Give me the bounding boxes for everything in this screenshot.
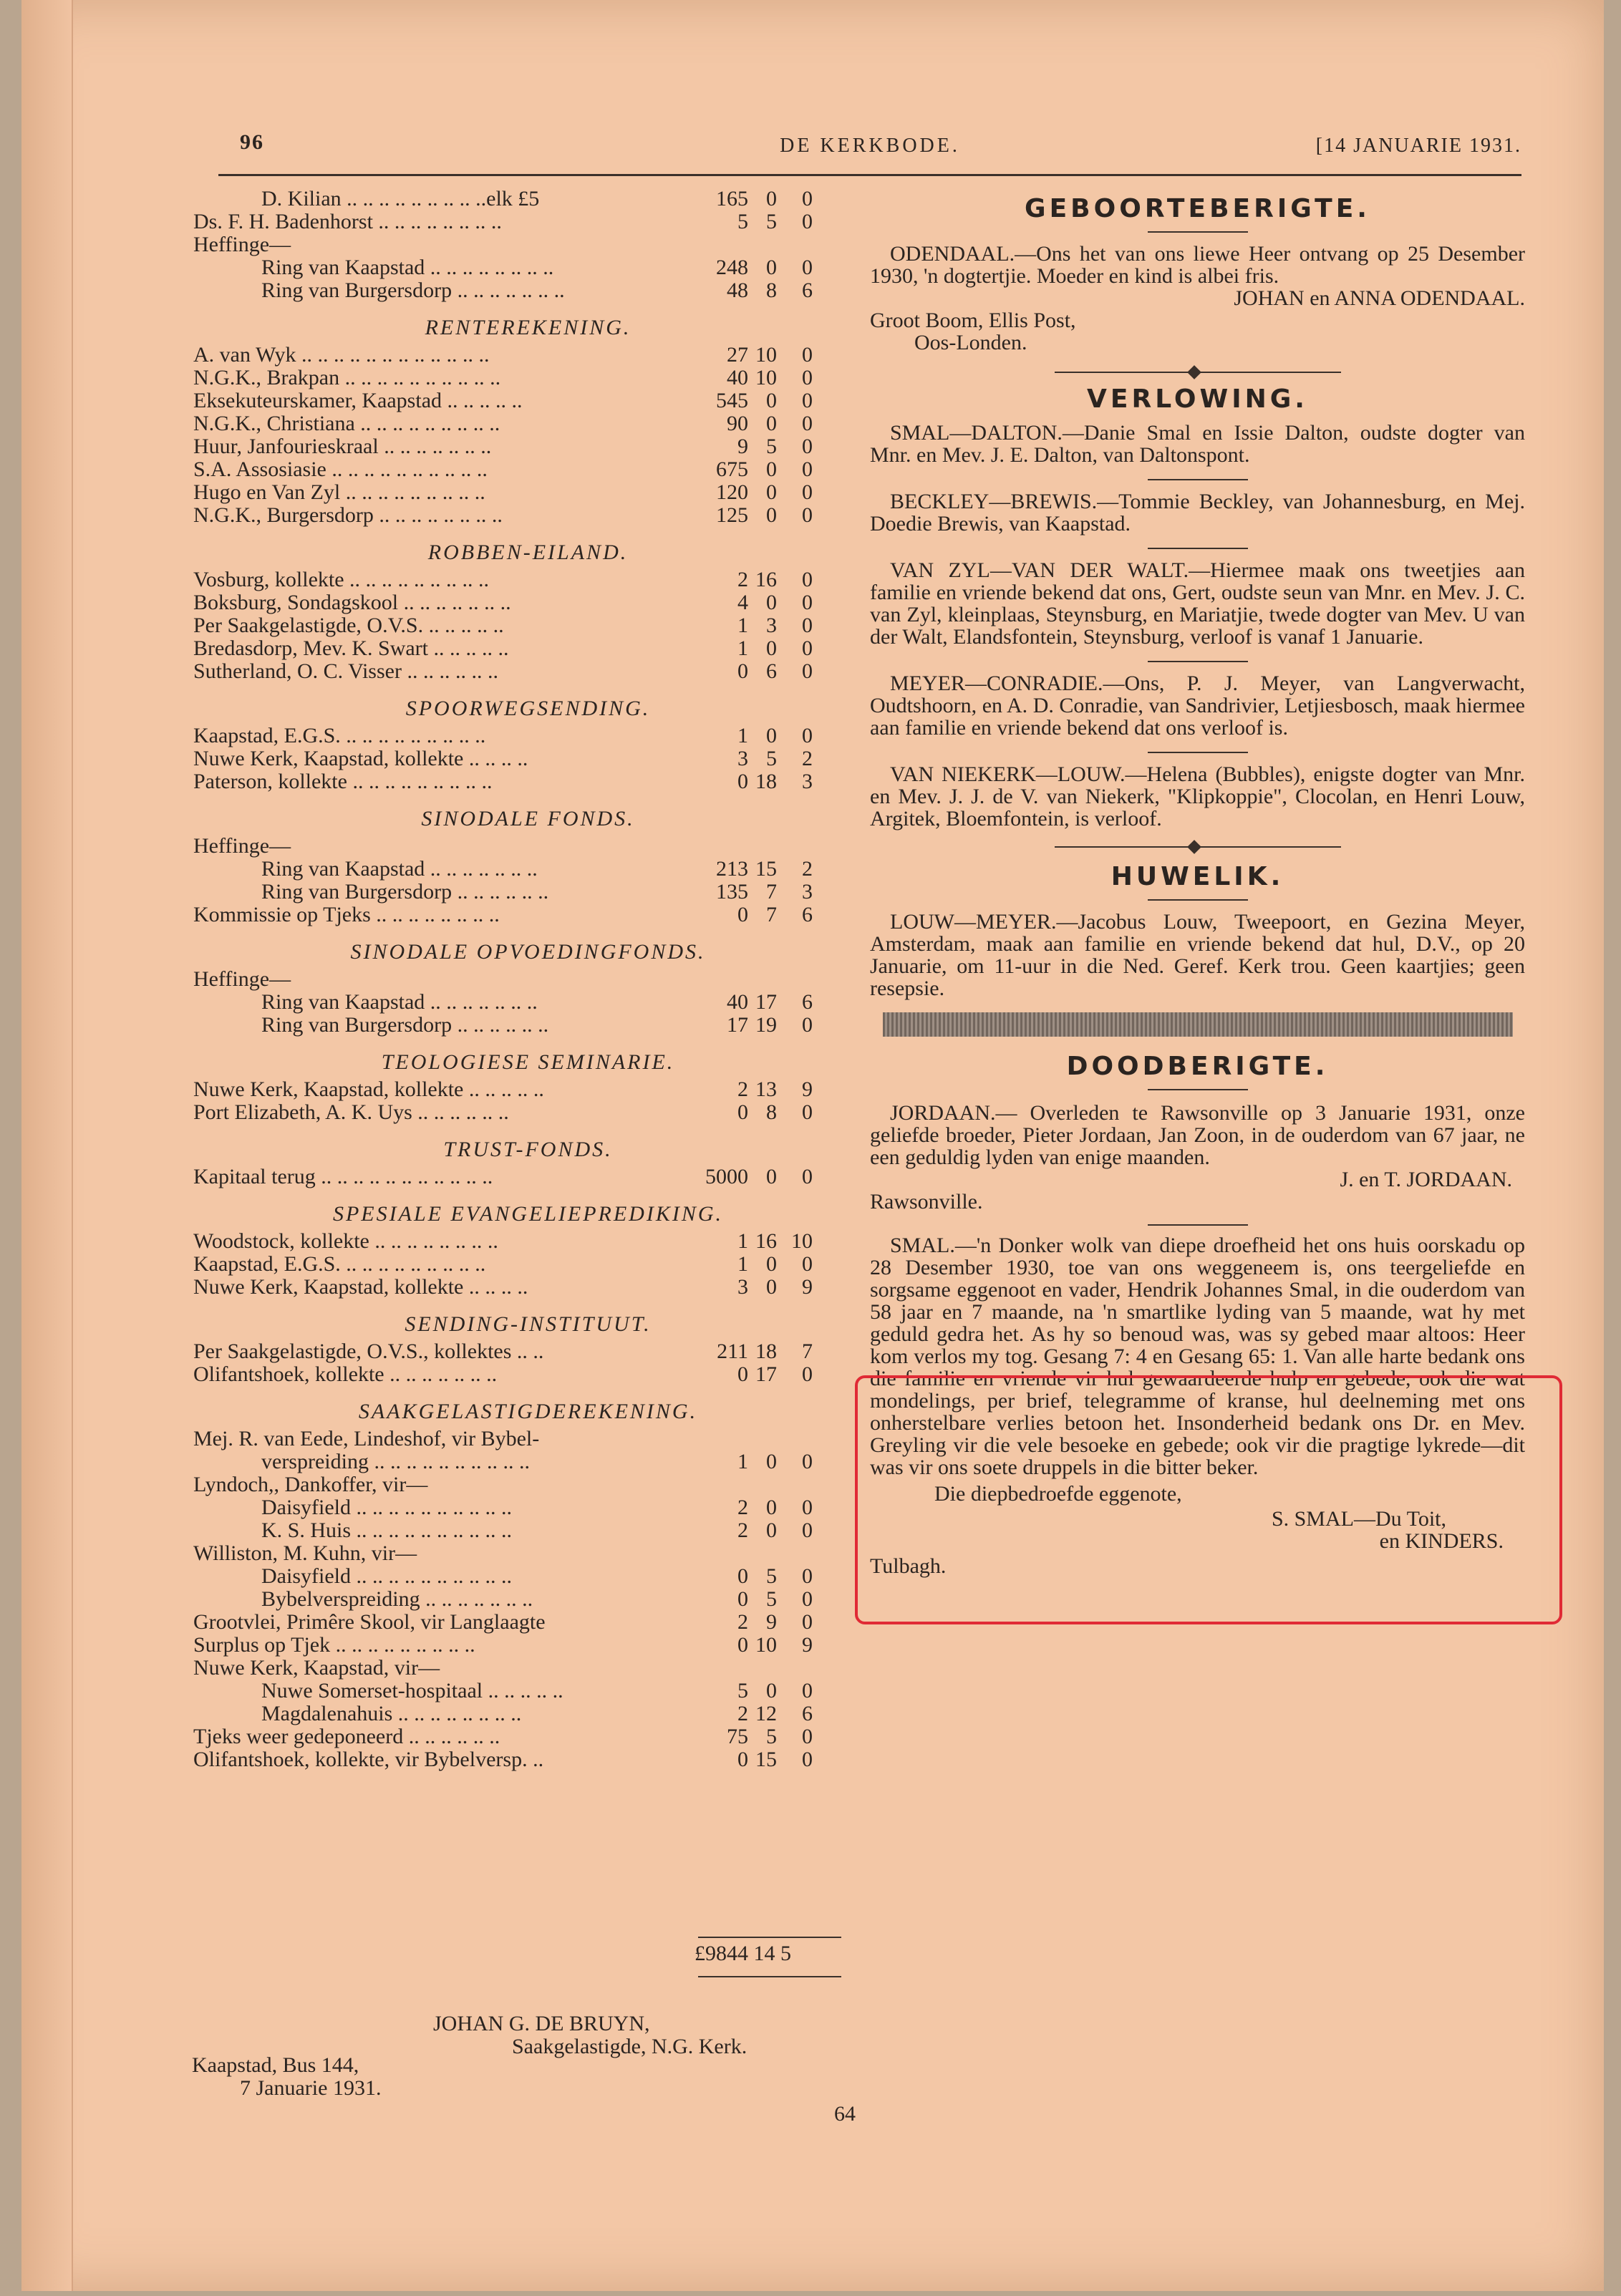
total-rule-top [698,1937,841,1938]
account-label: Lyndoch,, Dankoffer, vir— [193,1473,428,1496]
account-row [193,210,863,233]
birth-place-2: Oos-Londen. [914,331,1027,354]
amount-pence: 0 [802,1748,813,1771]
account-label: K. S. Huis .. .. .. .. .. .. .. .. .. .. [261,1518,513,1542]
footer-page-number: 64 [834,2102,856,2126]
engagement-rule [1148,752,1248,753]
amount-shillings: 9 [766,1610,777,1634]
account-label: Kommissie op Tjeks .. .. .. .. .. .. .. .. [193,903,500,926]
amount-shillings: 0 [766,591,777,614]
account-row [193,1634,863,1657]
account-row [193,1496,863,1519]
account-label: Bredasdorp, Mev. K. Swart .. .. .. .. .. [193,636,509,660]
account-label: Ring van Kaapstad .. .. .. .. .. .. .. [261,857,538,881]
accounts-total: £9844 14 5 [695,1942,791,1965]
amount-pence: 9 [802,1633,813,1657]
account-row [193,568,863,591]
account-label: Ring van Kaapstad .. .. .. .. .. .. .. [261,990,538,1014]
engagement-rule [1148,479,1248,480]
account-row [193,1078,863,1101]
amount-shillings: 5 [766,1587,777,1611]
account-row [193,1680,863,1702]
section-title: SINODALE FONDS. [421,807,635,830]
amount-shillings: 0 [766,636,777,660]
amount-pounds: 211 [717,1340,748,1363]
amount-pounds: 3 [737,1275,748,1299]
birth-signature: JOHAN en ANNA ODENDAAL. [1234,286,1525,310]
account-row [193,1428,863,1450]
amount-pounds: 1 [737,1252,748,1276]
amount-pence: 0 [802,1496,813,1519]
amount-pence: 0 [802,1165,813,1188]
header-page-number: 96 [240,130,264,154]
amount-pence: 6 [802,903,813,926]
amount-shillings: 10 [755,366,777,389]
amount-shillings: 16 [755,1229,777,1253]
section-title: SAAKGELASTIGDEREKENING. [358,1400,698,1423]
amount-pounds: 0 [737,1100,748,1124]
account-row [193,389,863,412]
engagement-rule [1148,548,1248,549]
amount-pounds: 48 [727,278,748,302]
amount-pounds: 2 [737,1496,748,1519]
amount-shillings: 0 [766,1252,777,1276]
account-label: Daisyfield .. .. .. .. .. .. .. .. .. .. [261,1564,512,1588]
account-row [193,1253,863,1276]
amount-pounds: 0 [737,1587,748,1611]
amount-pence: 0 [802,659,813,683]
amount-pounds: 1 [737,636,748,660]
amount-pence: 0 [802,636,813,660]
engagement-smal-dalton: SMAL—DALTON.—Danie Smal en Issie Dalton, oudste dogter van Mnr. en Mev. J. E. Dalton, van Daltonspont. [870,421,1525,467]
amount-shillings: 0 [766,412,777,435]
amount-pence: 0 [802,1450,813,1473]
page-binding [21,0,73,2291]
amount-pence: 9 [802,1275,813,1299]
births-heading: GEBOORTEBERIGTE. [1025,194,1370,223]
amount-shillings: 0 [766,457,777,481]
death-smal-signature-1: S. SMAL—Du Toit, [1271,1507,1446,1531]
amount-pence: 3 [802,770,813,793]
amount-shillings: 0 [766,1496,777,1519]
account-label: Huur, Janfourieskraal .. .. .. .. .. .. .. [193,435,492,458]
account-label: Heffinge— [193,834,291,858]
account-row [193,233,863,256]
section-title: TEOLOGIESE SEMINARIE. [381,1050,675,1074]
marriage-notice-louw-meyer: LOUW—MEYER.—Jacobus Louw, Tweepoort, en Gezina Meyer, Amsterdam, maak aan familie en vriende bekend dat hul, D.V., op 20 Januarie, om 11-uur in die Ned. Geref. Kerk trou. Geen kaartjies; geen resepsie. [870,910,1525,1000]
amount-pounds: 1 [737,614,748,637]
amount-shillings: 6 [766,659,777,683]
amount-pounds: 0 [737,1564,748,1588]
amount-pounds: 675 [716,457,748,481]
account-label: Williston, M. Kuhn, vir— [193,1541,417,1565]
account-label: Per Saakgelastigde, O.V.S. .. .. .. .. .. [193,614,504,637]
account-label: Nuwe Kerk, Kaapstad, vir— [193,1656,440,1680]
amount-pence: 0 [802,1679,813,1702]
account-row [193,660,863,683]
amount-shillings: 17 [755,990,777,1014]
amount-shillings: 18 [755,1340,777,1363]
account-label: D. Kilian .. .. .. .. .. .. .. .. ..elk £5 [261,187,540,210]
account-label: verspreiding .. .. .. .. .. .. .. .. .. .. [261,1450,530,1473]
amount-pounds: 0 [737,1633,748,1657]
amount-pence: 0 [802,366,813,389]
amount-pounds: 0 [737,770,748,793]
account-label: Ring van Burgersdorp .. .. .. .. .. .. [261,1013,549,1037]
amount-shillings: 15 [755,857,777,881]
account-row [193,1166,863,1188]
amount-pounds: 90 [727,412,748,435]
account-label: Magdalenahuis .. .. .. .. .. .. .. .. [261,1702,522,1725]
amount-pounds: 1 [737,1450,748,1473]
account-label: Eksekuteurskamer, Kaapstad .. .. .. .. .. [193,389,523,412]
engagement-rule [1148,661,1248,662]
account-label: Ds. F. H. Badenhorst .. .. .. .. .. .. .. .. [193,210,502,233]
account-row [193,725,863,747]
amount-shillings: 7 [766,880,777,904]
amount-pence: 0 [802,187,813,210]
section-title: SPESIALE EVANGELIEPREDIKING. [332,1202,724,1226]
amount-pounds: 0 [737,1748,748,1771]
amount-pence: 0 [802,480,813,504]
amount-pounds: 2 [737,1610,748,1634]
amount-shillings: 0 [766,187,777,210]
amount-pounds: 135 [716,880,748,904]
amount-pence: 0 [802,343,813,367]
account-label: S.A. Assosiasie .. .. .. .. .. .. .. .. .. .. [193,457,488,481]
account-row [193,1565,863,1588]
amount-pounds: 0 [737,659,748,683]
amount-shillings: 5 [766,435,777,458]
section-title: SPOORWEGSENDING. [405,697,651,720]
amount-pence: 0 [802,256,813,279]
marriage-rule [1148,899,1248,901]
amount-pence: 0 [802,724,813,747]
amount-pounds: 40 [727,366,748,389]
account-row [193,1725,863,1748]
amount-pence: 3 [802,880,813,904]
account-row [193,435,863,458]
account-row [193,1230,863,1253]
amount-pence: 0 [802,568,813,591]
account-label: Port Elizabeth, A. K. Uys .. .. .. .. .. .. [193,1100,509,1124]
deaths-rule [1148,1089,1248,1090]
amount-shillings: 0 [766,1518,777,1542]
signature-place: Kaapstad, Bus 144, [192,2053,359,2077]
amount-shillings: 12 [755,1702,777,1725]
account-row [193,256,863,279]
amount-pence: 0 [802,614,813,637]
amount-shillings: 16 [755,568,777,591]
engagement-beckley-brewis: BECKLEY—BREWIS.—Tommie Beckley, van Johannesburg, en Mej. Doedie Brewis, van Kaapstad. [870,490,1525,536]
account-label: Heffinge— [193,967,291,991]
account-label: Kaapstad, E.G.S. .. .. .. .. .. .. .. .. .. [193,724,486,747]
account-label: Sutherland, O. C. Visser .. .. .. .. .. .. [193,659,498,683]
amount-shillings: 5 [766,1725,777,1748]
amount-pence: 0 [802,1725,813,1748]
account-row [193,188,863,210]
accounts-column [193,188,863,1771]
account-label: Ring van Burgersdorp .. .. .. .. .. .. [261,880,549,904]
account-row [193,1611,863,1634]
account-row [193,344,863,367]
amount-pence: 0 [802,1587,813,1611]
header-rule [218,174,1521,176]
deaths-rule [1148,1224,1248,1226]
amount-pounds: 120 [716,480,748,504]
amount-shillings: 0 [766,1679,777,1702]
amount-pence: 0 [802,1100,813,1124]
amount-pounds: 9 [737,435,748,458]
account-row [193,504,863,527]
amount-pounds: 40 [727,990,748,1014]
amount-shillings: 18 [755,770,777,793]
amount-pounds: 1 [737,724,748,747]
amount-shillings: 10 [755,343,777,367]
account-label: N.G.K., Christiana .. .. .. .. .. .. .. .. .. [193,412,500,435]
amount-pence: 0 [802,435,813,458]
amount-pence: 0 [802,1013,813,1037]
amount-pence: 0 [802,412,813,435]
signature-date: 7 Januarie 1931. [240,2076,382,2100]
account-label: Hugo en Van Zyl .. .. .. .. .. .. .. .. .. [193,480,485,504]
account-row [193,367,863,389]
amount-pence: 0 [802,457,813,481]
signature-role: Saakgelastigde, N.G. Kerk. [512,2035,747,2058]
amount-pence: 10 [791,1229,813,1253]
account-row [193,858,863,881]
amount-pence: 0 [802,1564,813,1588]
account-row [193,1363,863,1386]
account-label: Nuwe Kerk, Kaapstad, kollekte .. .. .. .. [193,1275,528,1299]
amount-pence: 9 [802,1077,813,1101]
account-row [193,637,863,660]
engagements-heading: VERLOWING. [1087,384,1308,414]
account-row [193,1340,863,1363]
marriage-heading: HUWELIK. [1110,862,1284,891]
account-row [193,481,863,504]
account-row [193,1276,863,1299]
amount-shillings: 3 [766,614,777,637]
amount-pence: 0 [802,503,813,527]
amount-shillings: 17 [755,1362,777,1386]
account-label: Ring van Kaapstad .. .. .. .. .. .. .. .. [261,256,554,279]
amount-pounds: 248 [716,256,748,279]
amount-pounds: 545 [716,389,748,412]
amount-shillings: 5 [766,210,777,233]
amount-shillings: 0 [766,724,777,747]
account-row [193,1101,863,1124]
account-label: Paterson, kollekte .. .. .. .. .. .. .. .. .. [193,770,493,793]
account-row [193,1542,863,1565]
amount-pounds: 125 [716,503,748,527]
amount-pounds: 0 [737,903,748,926]
amount-pounds: 3 [737,747,748,770]
account-row [193,1014,863,1037]
account-label: N.G.K., Burgersdorp .. .. .. .. .. .. .. .. [193,503,503,527]
amount-shillings: 0 [766,256,777,279]
account-row [193,968,863,991]
engagement-vanniekerk-louw: VAN NIEKERK—LOUW.—Helena (Bubbles), enigste dogter van Mnr. en Mev. J. J. de V. van Niekerk, "Klipkoppie", Clocolan, en Henri Louw, Argitek, Bloemfontein, is verloof. [870,762,1525,830]
account-label: N.G.K., Brakpan .. .. .. .. .. .. .. .. .. .. [193,366,501,389]
account-label: Olifantshoek, kollekte, vir Bybelversp. .. [193,1748,544,1771]
amount-pence: 0 [802,591,813,614]
engagement-meyer-conradie: MEYER—CONRADIE.—Ons, P. J. Meyer, van Langverwacht, Oudtshoorn, en A. D. Conradie, van Sandrivier, Letjiesbosch, maak hiermee aan familie en vriende bekend dat ons verloof is. [870,672,1525,740]
account-label: Per Saakgelastigde, O.V.S., kollektes .. .. [193,1340,544,1363]
amount-shillings: 19 [755,1013,777,1037]
section-title: RENTEREKENING. [425,316,632,339]
account-row [193,591,863,614]
section-title: TRUST-FONDS. [443,1138,613,1161]
account-row [193,991,863,1014]
amount-shillings: 10 [755,1633,777,1657]
account-row [193,835,863,858]
account-label: A. van Wyk .. .. .. .. .. .. .. .. .. .. .. .. [193,343,490,367]
account-label: Kapitaal terug .. .. .. .. .. .. .. .. .. .. .. [193,1165,493,1188]
births-rule [1148,231,1248,233]
deaths-heading: DOODBERIGTE. [1066,1052,1329,1081]
amount-pounds: 5000 [705,1165,748,1188]
section-title: ROBBEN-EILAND. [427,541,629,564]
account-label: Woodstock, kollekte .. .. .. .. .. .. .. .. [193,1229,498,1253]
notices-column [870,188,1525,1577]
engagement-vanzyl-vanderwalt: VAN ZYL—VAN DER WALT.—Hiermee maak ons tweetjies aan familie en vriende bekend dat ons, Gert, oudste seun van Mnr. en Mev. J. C. van Zyl, kleinplaas, Steynsburg, en Mariatjie, twede dogter van Mev. U van der Walt, Elandsfontein, Steynsburg, verloof is vanaf 1 Januarie. [870,558,1525,649]
birth-notice-odendaal: ODENDAAL.—Ons het van ons liewe Heer ontvang op 25 Desember 1930, 'n dogtertjie. Moeder en kind is albei fris. [870,242,1525,288]
account-row [193,412,863,435]
account-label: Olifantshoek, kollekte .. .. .. .. .. .. .. [193,1362,498,1386]
amount-shillings: 0 [766,1450,777,1473]
amount-pence: 2 [802,747,813,770]
amount-shillings: 13 [755,1077,777,1101]
death-jordaan-place: Rawsonville. [870,1190,983,1214]
death-notice-smal: SMAL.—'n Donker wolk van diepe droefheid het ons huis oorskadu op 28 Desember 1930, toe van ons weggeneem is, ons teergeliefde en sorgsame eggenoot en vader, Hendrik Johannes Smal, in die ouderdom van 58 jaar en 7 maande, na 'n smartlike lyding van 5 maande, wat hy met geduld gedra het. As hy so benoud was, was sy gebed maar altoos: Heer kom verlos my tog. Gesang 7: 4 en Gesang 65: 1. Van alle harte bedank ons die familie en vriende vir hul gewaardeerde hulp en gebede, ook die wat mondelings, per brief, telegramme of kranse, hul deelneming met ons onherstelbare verlies betoon het. Insonderheid bedank ons Dr. en Mev. Greyling vir die vele besoeke en gebede; ook vir die pragtige lykrede—dit was vir ons soete druppels in die bitter beker. [870,1234,1525,1479]
account-label: Kaapstad, E.G.S. .. .. .. .. .. .. .. .. .. [193,1252,486,1276]
account-label: Boksburg, Sondagskool .. .. .. .. .. .. .. [193,591,511,614]
account-row [193,614,863,637]
amount-pence: 0 [802,389,813,412]
section-title: SENDING-INSTITUUT. [405,1312,652,1336]
amount-pounds: 17 [727,1013,748,1037]
ornament-divider [1055,365,1341,379]
highlighted-death-notice-box [855,1375,1562,1624]
amount-pence: 6 [802,990,813,1014]
amount-pounds: 5 [737,210,748,233]
amount-pence: 6 [802,1702,813,1725]
amount-shillings: 8 [766,1100,777,1124]
account-row [193,1657,863,1680]
account-label: Bybelverspreiding .. .. .. .. .. .. .. [261,1587,533,1611]
amount-shillings: 0 [766,480,777,504]
account-label: Nuwe Somerset-hospitaal .. .. .. .. .. [261,1679,563,1702]
account-row [193,1588,863,1611]
death-notice-jordaan: JORDAAN.— Overleden te Rawsonville op 3 Januarie 1931, onze geliefde broeder, Pieter Jordaan, Jan Zoon, in de ouderdom van 67 jaar, ne een geduldig lyden van enige maanden. [870,1101,1525,1169]
account-label: Ring van Burgersdorp .. .. .. .. .. .. .. [261,278,565,302]
account-label: Daisyfield .. .. .. .. .. .. .. .. .. .. [261,1496,512,1519]
account-row [193,458,863,481]
signature-name: JOHAN G. DE BRUYN, [433,2012,650,2035]
account-row [193,1748,863,1771]
account-row [193,1519,863,1542]
amount-pounds: 2 [737,1518,748,1542]
amount-shillings: 7 [766,903,777,926]
account-label: Heffinge— [193,233,291,256]
section-title: SINODALE OPVOEDINGFONDS. [350,940,706,964]
amount-shillings: 15 [755,1748,777,1771]
amount-pence: 0 [802,1518,813,1542]
page-header [218,130,1521,173]
account-label: Mej. R. van Eede, Lindeshof, vir Bybel- [193,1427,540,1450]
amount-pence: 2 [802,857,813,881]
header-date: [14 JANUARIE 1931. [1315,135,1521,157]
amount-pounds: 2 [737,1077,748,1101]
birth-place-1: Groot Boom, Ellis Post, [870,309,1076,332]
ornament-divider [1055,840,1341,854]
amount-shillings: 5 [766,747,777,770]
amount-pence: 0 [802,210,813,233]
death-smal-closing: Die diepbedroefde eggenote, [934,1482,1182,1506]
account-row [193,1450,863,1473]
halftone-divider [883,1012,1513,1037]
account-row [193,904,863,926]
amount-shillings: 5 [766,1564,777,1588]
amount-shillings: 0 [766,503,777,527]
amount-pence: 0 [802,1252,813,1276]
amount-pounds: 165 [716,187,748,210]
account-label: Grootvlei, Primêre Skool, vir Langlaagte [193,1610,546,1634]
account-label: Tjeks weer gedeponeerd .. .. .. .. .. .. [193,1725,500,1748]
account-row [193,279,863,302]
account-row [193,770,863,793]
account-row [193,1702,863,1725]
amount-pounds: 1 [737,1229,748,1253]
account-row [193,747,863,770]
amount-pounds: 0 [737,1362,748,1386]
amount-pence: 0 [802,1610,813,1634]
account-row [193,881,863,904]
amount-shillings: 8 [766,278,777,302]
account-label: Vosburg, kollekte .. .. .. .. .. .. .. .. .. [193,568,490,591]
amount-shillings: 0 [766,389,777,412]
amount-pence: 6 [802,278,813,302]
account-row [193,1473,863,1496]
death-smal-signature-2: en KINDERS. [1379,1529,1504,1553]
total-rule-bottom [698,1976,841,1977]
amount-pounds: 4 [737,591,748,614]
amount-pounds: 213 [716,857,748,881]
header-title: DE KERKBODE. [780,135,960,157]
amount-shillings: 0 [766,1275,777,1299]
amount-pounds: 2 [737,1702,748,1725]
death-jordaan-signature: J. en T. JORDAAN. [1340,1168,1512,1191]
amount-pounds: 75 [727,1725,748,1748]
death-smal-place: Tulbagh. [870,1554,947,1578]
account-label: Nuwe Kerk, Kaapstad, kollekte .. .. .. .. .. [193,1077,544,1101]
amount-pounds: 5 [737,1679,748,1702]
account-label: Nuwe Kerk, Kaapstad, kollekte .. .. .. .. [193,747,528,770]
amount-pounds: 2 [737,568,748,591]
amount-shillings: 0 [766,1165,777,1188]
account-label: Surplus op Tjek .. .. .. .. .. .. .. .. .. [193,1633,475,1657]
amount-pence: 7 [802,1340,813,1363]
amount-pence: 0 [802,1362,813,1386]
amount-pounds: 27 [727,343,748,367]
